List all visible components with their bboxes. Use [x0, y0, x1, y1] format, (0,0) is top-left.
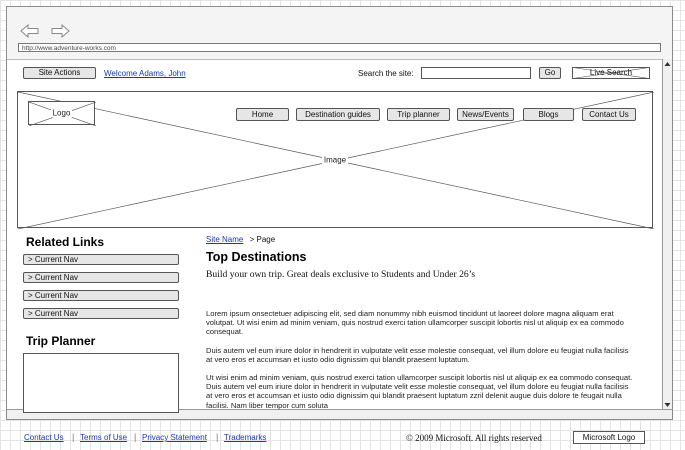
body-paragraph-1: Lorem ipsum onsectetuer adipiscing elit, sed diam nonummy nibh euismod tincidunt ut laoreet dolore magna aliquam erat volutpat. Ut wisi enim ad minim veniam, quis nostrud exerci tation ullamcorper suscipit lobortis nisl ut aliquip ex ea commodo consequat. [206, 309, 624, 337]
breadcrumb-site-link[interactable]: Site Name [206, 235, 244, 244]
microsoft-logo: Microsoft Logo [573, 431, 645, 444]
sidebar-nav-item[interactable]: > Current Nav [23, 290, 179, 301]
search-label: Search the site: [358, 69, 414, 78]
copyright-text: © 2009 Microsoft. All rights reserved [406, 433, 542, 443]
footer-privacy-link[interactable]: Privacy Statement [142, 433, 207, 442]
body-paragraph-2: Duis autem vel eum iriure dolor in hendrerit in vulputate velit esse molestie consequat, vel illum dolore eu feugiat nulla facilisis at vero eros et accumsan et iusto odio dignissim qui blandit praesent luptatum. [206, 346, 629, 365]
logo-label: Logo [52, 108, 71, 118]
nav-destination-guides[interactable]: Destination guides [296, 108, 380, 121]
header-banner-image [17, 91, 653, 228]
nav-home[interactable]: Home [236, 108, 289, 121]
trip-planner-heading: Trip Planner [26, 334, 96, 348]
breadcrumb [206, 235, 275, 244]
trip-planner-box[interactable] [23, 353, 179, 413]
body-paragraph-3: Ut wisi enim ad minim veniam, quis nostrud exerci tation ullamcorper suscipit lobortis nisl ut aliquip ex ea commodo consequat. Duis autem vel eum iriure dolor in hendrerit in vulputate velit esse molestie consequat, vel illum dolore eu feugiat nulla facilisis at vero eros et accumsan et iusto odio dignissim qui blandit praesent luptatum zzril delenit augue duis dolore te feugait nulla facilisi. Nam liber tempor cum soluta [206, 373, 633, 410]
image-placeholder-label: Image [323, 155, 347, 164]
live-search-button[interactable] [572, 67, 650, 79]
footer-separator: | [134, 432, 137, 442]
browser-window [6, 6, 673, 420]
site-actions-button[interactable]: Site Actions [23, 67, 96, 79]
breadcrumb-current: > Page [249, 235, 276, 244]
nav-blogs[interactable]: Blogs [523, 108, 574, 121]
footer-trademarks-link[interactable]: Trademarks [224, 433, 267, 442]
related-links-heading: Related Links [26, 235, 105, 249]
footer-contact-us-link[interactable]: Contact Us [24, 433, 64, 442]
footer-separator: | [216, 432, 219, 442]
address-bar[interactable]: http://www.adventure-works.com [18, 43, 661, 52]
nav-news-events[interactable]: News/Events [457, 108, 514, 121]
vertical-scrollbar[interactable] [662, 59, 672, 410]
nav-contact-us[interactable]: Contact Us [582, 108, 636, 121]
search-input[interactable] [421, 67, 531, 79]
logo[interactable] [28, 101, 95, 125]
live-search-label: Live Search [589, 68, 633, 77]
page-title: Top Destinations [206, 250, 307, 264]
left-arrow-icon[interactable] [20, 24, 40, 38]
go-button[interactable]: Go [539, 67, 561, 79]
footer-separator: | [72, 432, 75, 442]
page-subtitle: Build your own trip. Great deals exclusive to Students and Under 26’s [206, 269, 476, 280]
sidebar-nav-item[interactable]: > Current Nav [23, 254, 179, 265]
sidebar-nav-item[interactable]: > Current Nav [23, 272, 179, 283]
footer-terms-link[interactable]: Terms of Use [80, 433, 128, 442]
sidebar-nav-item[interactable]: > Current Nav [23, 308, 179, 319]
welcome-user-link[interactable]: Welcome Adams, John [104, 69, 186, 78]
nav-trip-planner[interactable]: Trip planner [387, 108, 450, 121]
right-arrow-icon[interactable] [50, 24, 70, 38]
